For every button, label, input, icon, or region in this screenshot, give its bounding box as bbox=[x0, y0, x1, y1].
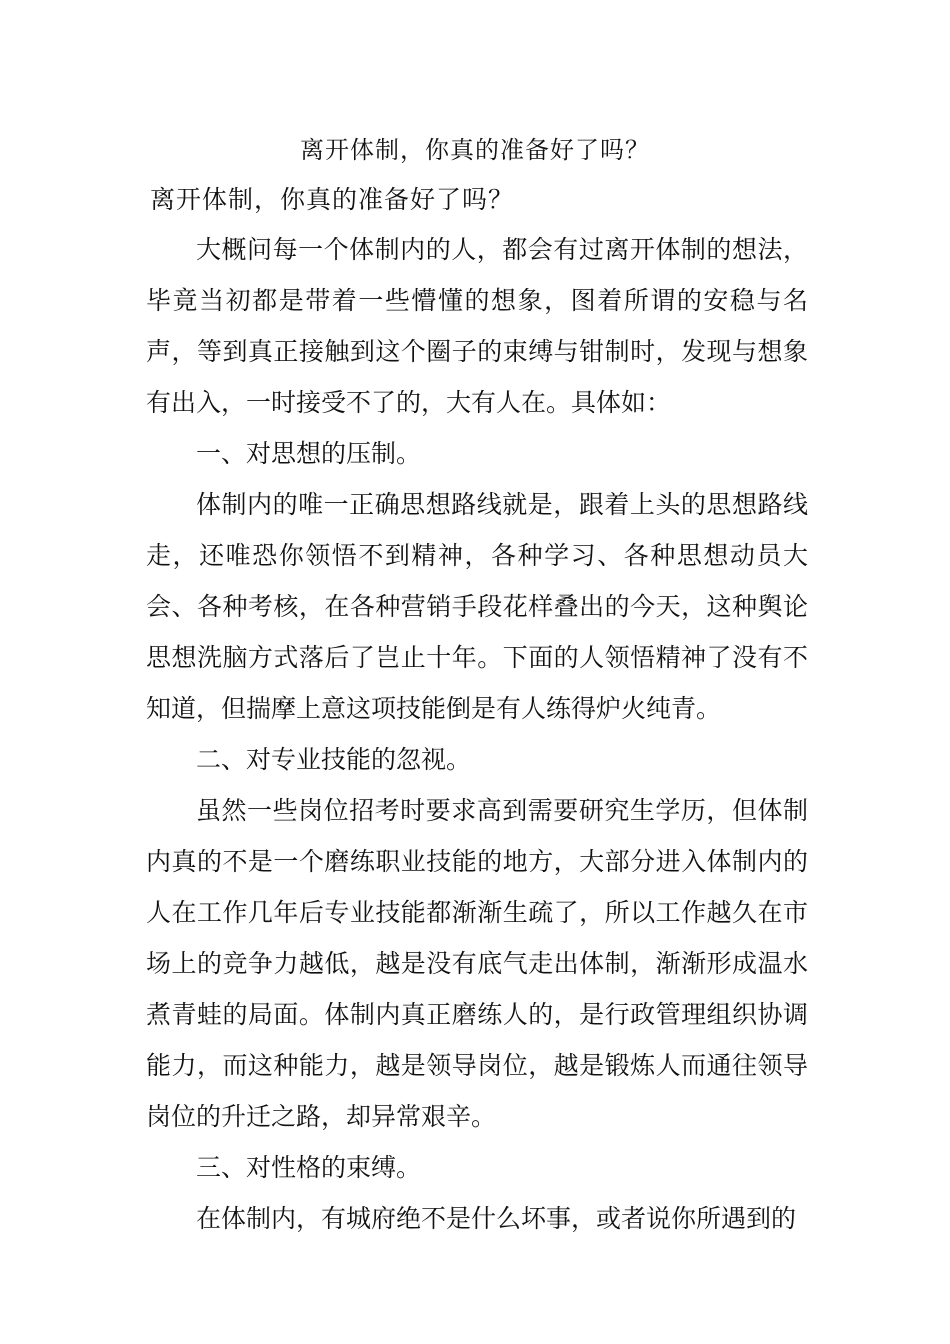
document-subtitle: 离开体制，你真的准备好了吗？ bbox=[150, 185, 515, 214]
document-title: 离开体制，你真的准备好了吗？ bbox=[300, 136, 650, 164]
paragraph-intro: 大概问每一个体制内的人，都会有过离开体制的想法，毕竟当初都是带着一些懵懂的想象，图着所谓的安稳与名声，等到真正接触到这个圈子的束缚与钳制时，发现与想象有出入，一时接受不了的，大有人在。具体如： bbox=[146, 235, 808, 417]
paragraph-section-3: 在体制内，有城府绝不是什么坏事，或者说你所遇到的 bbox=[196, 1204, 797, 1233]
section-heading-2: 二、对专业技能的忽视。 bbox=[196, 745, 472, 774]
paragraph-section-1: 体制内的唯一正确思想路线就是，跟着上头的思想路线走，还唯恐你领悟不到精神，各种学习、各种思想动员大会、各种考核，在各种营销手段花样叠出的今天，这种舆论思想洗脑方式落后了岂止十年。下面的人领悟精神了没有不知道，但揣摩上意这项技能倒是有人练得炉火纯青。 bbox=[146, 490, 808, 723]
section-heading-3: 三、对性格的束缚。 bbox=[196, 1153, 422, 1182]
paragraph-section-2: 虽然一些岗位招考时要求高到需要研究生学历，但体制内真的不是一个磨练职业技能的地方，大部分进入体制内的人在工作几年后专业技能都渐渐生疏了，所以工作越久在市场上的竞争力越低，越是没有底气走出体制，渐渐形成温水煮青蛙的局面。体制内真正磨练人的，是行政管理组织协调能力，而这种能力，越是领导岗位，越是锻炼人而通往领导岗位的升迁之路，却异常艰辛。 bbox=[146, 796, 808, 1131]
section-heading-1: 一、对思想的压制。 bbox=[196, 439, 422, 468]
document-body bbox=[146, 224, 808, 1244]
